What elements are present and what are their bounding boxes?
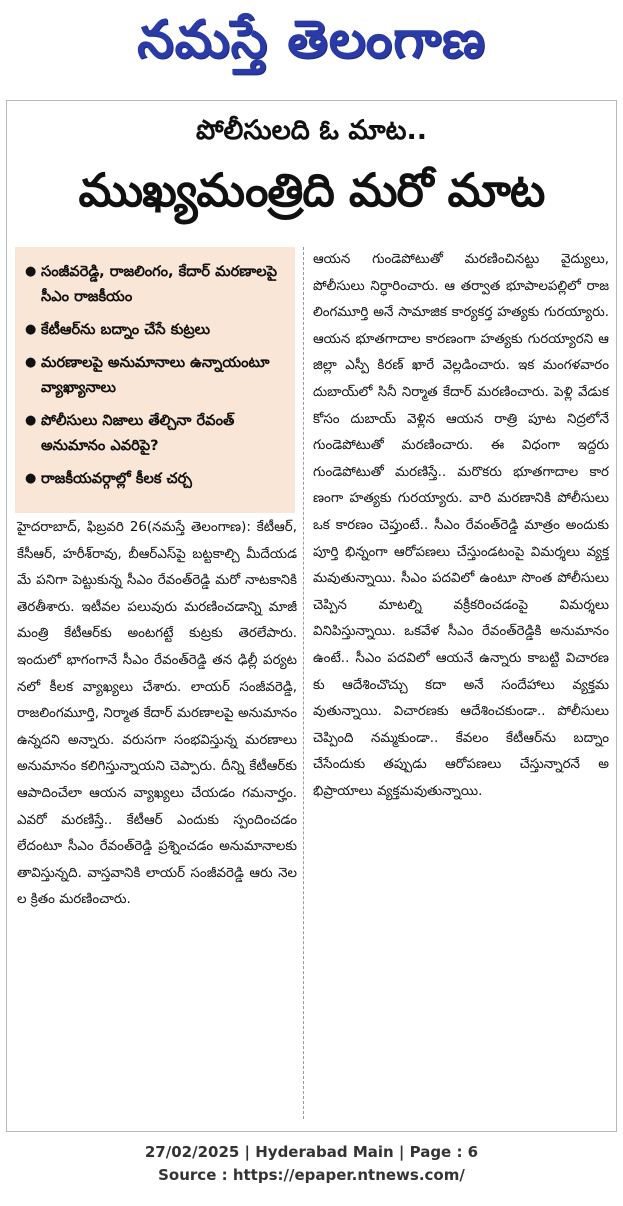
bullet-icon: ● bbox=[25, 413, 37, 428]
body-column-right bbox=[313, 247, 609, 805]
highlight-item: ● రాజకీయవర్గాల్లో కీలక చర్చ bbox=[25, 466, 289, 491]
article-kicker: పోలీసులది ఓ మాట.. bbox=[196, 115, 427, 146]
bullet-icon: ● bbox=[25, 471, 37, 486]
body-text: హైదరాబాద్, ఫిబ్రవరి 26(నమస్తే తెలంగాణ): కేటీఆర్, కేసీఆర్, హరీశ్‌రావు, బీఆర్‌ఎస్‌పై బట్టకాల్చి మీదేయడమే పనిగా పెట్టుకున్న సీఎం రేవంత్‌రెడ్డి మరో నాటకానికి తెరతీశారు. ఇటీవల పలువురు మరణించడాన్ని మాజీ మంత్రి కేటీఆర్‌కు అంటగట్టే కుట్రకు తెరలేపారు. ఇందులో భాగంగానే సీఎం రేవంత్‌రెడ్డి తన ఢిల్లీ పర్యటనలో కీలక వ్యాఖ్యలు చేశారు. లాయర్ సంజీవరెడ్డి, రాజలింగమూర్తి, నిర్మాత కేదార్ మరణాలపై అనుమానం ఉన్నదని అన్నారు. వరుసగా సంభవిస్తున్న మరణాలు అనుమానం కలిగిస్తున్నాయని చెప్పారు. దీన్ని కేటీఆర్‌కు ఆపాదించేలా ఆయన వ్యాఖ్యలు చేయడం గమనార్హం. ఎవరో మరణిస్తే.. కేటీఆర్ ఎందుకు స్పందించడం లేదంటూ సీఎం రేవంత్‌రెడ్డి ప్రశ్నించడం అనుమానాలకు తావిస్తున్నది. వాస్తవానికి లాయర్ సంజీవరెడ్డి ఆరు నెలల క్రితం మరణించారు. bbox=[17, 520, 297, 908]
body-text: ఆయన గుండెపోటుతో మరణించినట్టు వైద్యులు, పోలీసులు నిర్ధారించారు. ఆ తర్వాత భూపాలపల్లిలో రాజలింగమూర్తి అనే సామాజిక కార్యకర్త హత్యకు గురయ్యారు. ఆయన భూతగాదాల కారణంగా హత్యకు గురయ్యారని ఆ జిల్లా ఎస్పీ కిరణ్ ఖారే వెల్లడించారు. ఇక మంగళవారం దుబాయ్‌లో సినీ నిర్మాత కేదార్ మరణించారు. పెళ్లి వేడుక కోసం దుబాయ్ వెళ్లిన ఆయన రాత్రి పూట నిద్రలోనే గుండెపోటుతో మరణించారు. ఈ విధంగా ఇద్దరు గుండెపోటుతో మరణిస్తే.. మరొకరు భూతగాదాల కారణంగా హత్యకు గురయ్యారు. వారి మరణానికి పోలీసులు ఒక కారణం చెప్తుంటే.. సీఎం రేవంత్‌రెడ్డి మాత్రం అందుకు పూర్తి భిన్నంగా ఆరోపణలు చేస్తుండటంపై విమర్శలు వ్యక్తమవుతున్నాయి. సీఎం పదవిలో ఉంటూ సొంత పోలీసులు చెప్పిన మాటల్ని వక్రీకరించడంపై విమర్శలు వినిపిస్తున్నాయి. ఒకవేళ సీఎం రేవంత్‌రెడ్డికి అనుమానం ఉంటే.. సీఎం పదవిలో ఆయనే ఉన్నారు కాబట్టి విచారణకు ఆదేశించొచ్చు కదా అనే సందేహాలు వ్యక్తమవుతున్నాయి. విచారణకు ఆదేశించకుండా.. పోలీసులు చెప్పింది నమ్మకుండా.. కేవలం కేటీఆర్‌ను బద్నాం చేసేందుకు తప్పుడు ఆరోపణలు చేస్తున్నారనే అభిప్రాయాలు వ్యక్తమవుతున్నాయి. bbox=[313, 252, 609, 799]
article-clipping bbox=[6, 100, 617, 1132]
bullet-icon: ● bbox=[25, 322, 37, 337]
highlight-item: ● కేటీఆర్‌ను బద్నాం చేసే కుట్రలు bbox=[25, 317, 289, 342]
highlight-item: ● సంజీవరెడ్డి, రాజలింగం, కేదార్ మరణాలపై సీఎం రాజకీయం bbox=[25, 259, 289, 309]
column-divider bbox=[303, 247, 304, 1119]
bullet-icon: ● bbox=[25, 355, 37, 370]
highlights-box bbox=[15, 247, 295, 513]
bullet-icon: ● bbox=[25, 264, 37, 279]
highlight-item: ● మరణాలపై అనుమానాలు ఉన్నాయంటూ వ్యాఖ్యానాలు bbox=[25, 350, 289, 400]
highlight-item: ● పోలీసులు నిజాలు తేల్చినా రేవంత్ అనుమానం ఎవరిపై? bbox=[25, 408, 289, 458]
source-link[interactable]: Source : https://epaper.ntnews.com/ bbox=[158, 1166, 465, 1184]
body-column-left bbox=[17, 515, 297, 914]
masthead bbox=[0, 0, 623, 92]
newspaper-logo: నమస్తే తెలంగాణ bbox=[137, 9, 486, 70]
edition-info: 27/02/2025 | Hyderabad Main | Page : 6 bbox=[144, 1143, 479, 1161]
article-headline: ముఖ్యమంత్రిది మరో మాట bbox=[78, 163, 545, 217]
